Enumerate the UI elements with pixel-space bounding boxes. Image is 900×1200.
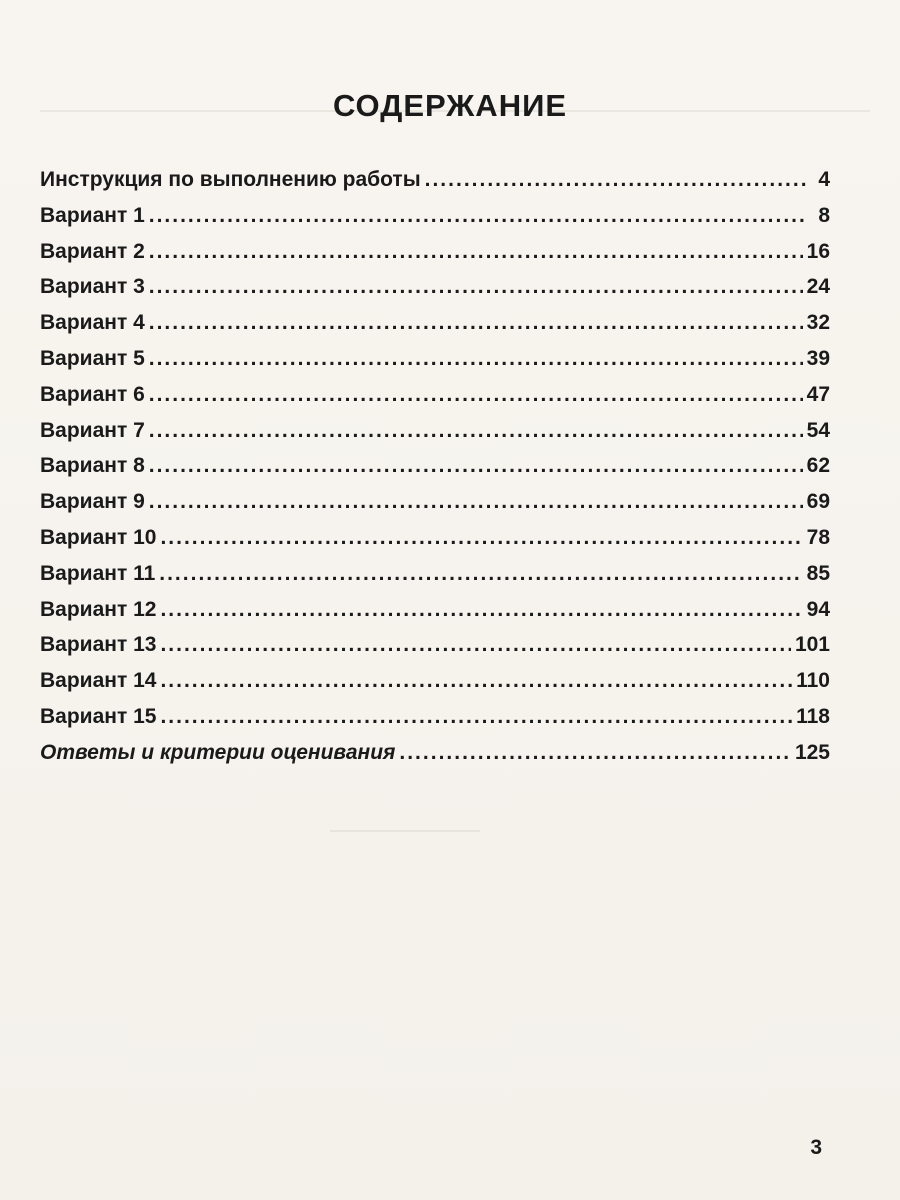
toc-page-number: 24 xyxy=(806,275,830,299)
toc-page-number: 62 xyxy=(806,454,830,478)
toc-page-number: 16 xyxy=(806,239,830,263)
toc-label: Вариант 13 xyxy=(40,633,157,657)
toc-row[interactable] xyxy=(40,705,830,741)
page-number: 3 xyxy=(810,1136,822,1159)
toc-page-number: 47 xyxy=(806,382,830,406)
toc-row[interactable] xyxy=(40,454,830,490)
toc-leader-dots xyxy=(425,168,806,192)
toc-page-number: 4 xyxy=(818,168,830,191)
toc-label: Вариант 5 xyxy=(40,346,145,370)
toc-label: Инструкция по выполнению работы xyxy=(40,168,421,191)
toc-leader-dots xyxy=(399,741,791,765)
toc-page-number: 32 xyxy=(806,311,830,335)
toc-leader-dots xyxy=(149,275,803,299)
toc-row[interactable] xyxy=(40,490,830,526)
toc-leader-dots xyxy=(149,240,803,264)
toc-leader-dots xyxy=(160,705,792,729)
toc-page-number: 110 xyxy=(796,669,830,693)
toc-leader-dots xyxy=(149,311,803,335)
toc-leader-dots xyxy=(149,490,803,514)
toc-leader-dots xyxy=(159,562,802,586)
toc-leader-dots xyxy=(160,633,791,657)
toc-leader-dots xyxy=(149,383,803,407)
toc-page-number: 85 xyxy=(806,561,830,585)
toc-row[interactable] xyxy=(40,168,830,204)
toc-row[interactable] xyxy=(40,598,830,634)
table-of-contents xyxy=(40,168,830,777)
toc-page-number: 39 xyxy=(806,346,830,370)
toc-label: Вариант 12 xyxy=(40,597,157,621)
toc-label: Вариант 2 xyxy=(40,239,145,263)
toc-leader-dots xyxy=(160,598,802,622)
toc-row[interactable] xyxy=(40,275,830,311)
toc-leader-dots xyxy=(149,454,803,478)
toc-row[interactable] xyxy=(40,526,830,562)
toc-row[interactable] xyxy=(40,204,830,240)
toc-leader-dots xyxy=(149,347,803,371)
toc-leader-dots xyxy=(149,419,803,443)
toc-label: Вариант 14 xyxy=(40,669,157,693)
toc-page-number: 8 xyxy=(818,203,830,227)
toc-row[interactable] xyxy=(40,311,830,347)
toc-page-number: 54 xyxy=(806,418,830,442)
toc-label: Вариант 15 xyxy=(40,704,157,728)
toc-page-number: 94 xyxy=(806,597,830,621)
toc-row-answers[interactable] xyxy=(40,741,830,777)
toc-label: Ответы и критерии оценивания xyxy=(40,740,396,764)
toc-row[interactable] xyxy=(40,669,830,705)
toc-page-number: 125 xyxy=(794,740,830,764)
toc-row[interactable] xyxy=(40,562,830,598)
toc-page-number: 101 xyxy=(794,633,830,657)
toc-label: Вариант 7 xyxy=(40,418,145,442)
toc-label: Вариант 8 xyxy=(40,454,145,478)
toc-label: Вариант 11 xyxy=(40,561,156,585)
toc-label: Вариант 10 xyxy=(40,525,157,549)
toc-page-number: 118 xyxy=(796,704,830,728)
show-through-line xyxy=(330,830,480,832)
toc-label: Вариант 6 xyxy=(40,382,145,406)
toc-label: Вариант 3 xyxy=(40,275,145,299)
toc-page-number: 69 xyxy=(806,490,830,514)
toc-label: Вариант 4 xyxy=(40,311,145,335)
toc-row[interactable] xyxy=(40,240,830,276)
toc-leader-dots xyxy=(160,669,792,693)
toc-row[interactable] xyxy=(40,633,830,669)
toc-leader-dots xyxy=(160,526,802,550)
toc-row[interactable] xyxy=(40,347,830,383)
toc-row[interactable] xyxy=(40,419,830,455)
toc-leader-dots xyxy=(149,204,806,228)
toc-label: Вариант 1 xyxy=(40,203,145,227)
toc-row[interactable] xyxy=(40,383,830,419)
toc-label: Вариант 9 xyxy=(40,490,145,514)
toc-page-number: 78 xyxy=(806,525,830,549)
page-title: СОДЕРЖАНИЕ xyxy=(332,88,568,123)
